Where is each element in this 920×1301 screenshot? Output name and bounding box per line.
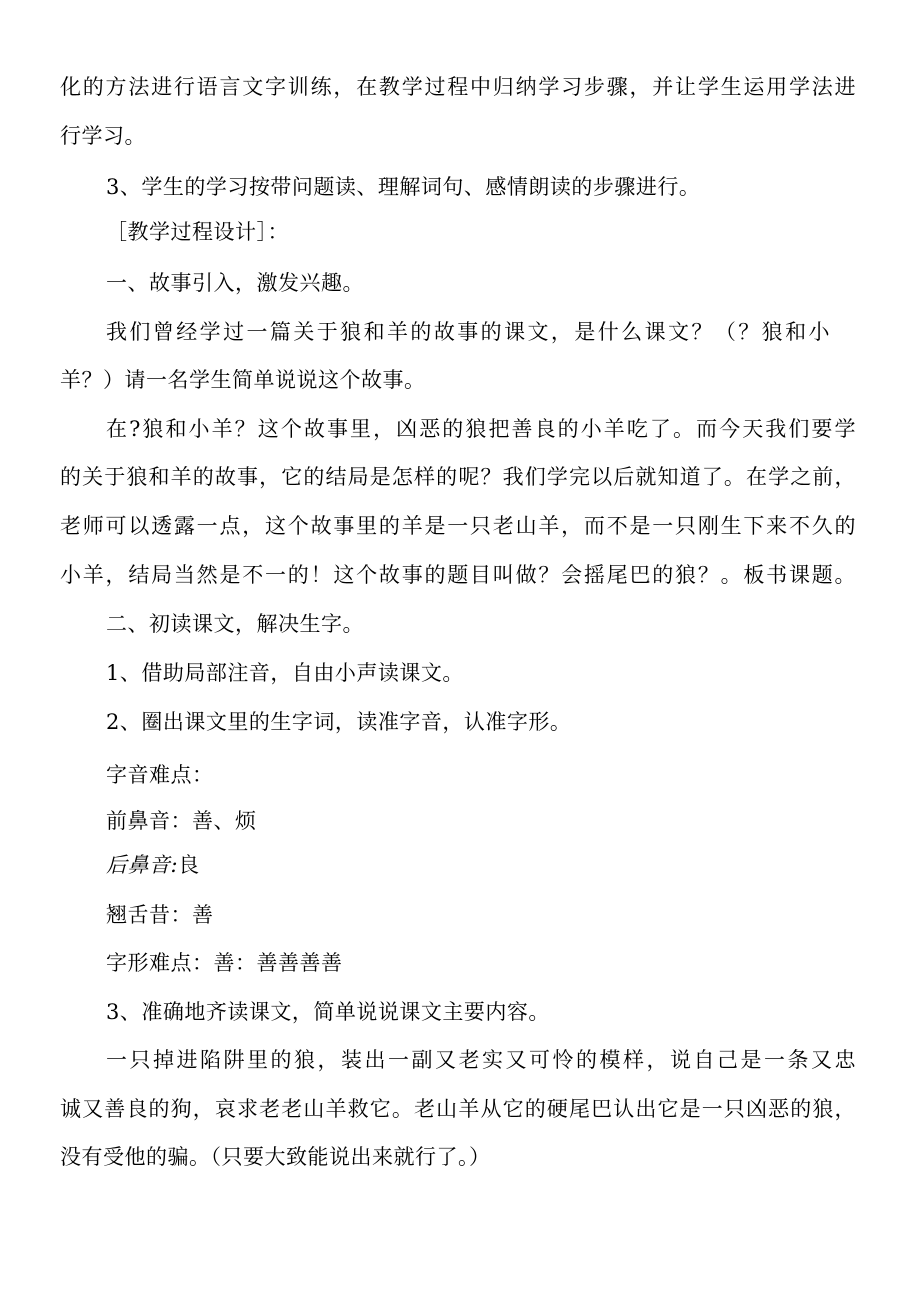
list-item: 3、学生的学习按带问题读、理解词句、感情朗读的步骤进行。 bbox=[106, 175, 701, 199]
section-heading: 一、故事引入，激发兴趣。 bbox=[106, 271, 364, 295]
list-item: 3、准确地齐读课文，简单说说课文主要内容。 bbox=[106, 1000, 550, 1024]
label-line: 字形难点：善：善善善善 bbox=[106, 951, 343, 975]
paragraph-line: 没有受他的骗。（只要大致能说出来就行了。） bbox=[60, 1145, 491, 1169]
paragraph-line: 行学习。 bbox=[60, 124, 146, 148]
paragraph-line: 小羊，结局当然是不一的！这个故事的题目叫做？会摇尾巴的狼？。板书课题。 bbox=[60, 563, 856, 587]
section-heading: ［教学过程设计］： bbox=[106, 220, 289, 244]
list-item: 2、圈出课文里的生字词，读准字音，认准字形。 bbox=[106, 710, 572, 734]
label-line bbox=[106, 850, 856, 880]
paragraph-line: 诚又善良的狗，哀求老老山羊救它。老山羊从它的硬尾巴认出它是一只凶恶的狼， bbox=[60, 1097, 856, 1121]
label-line: 字音难点： bbox=[106, 763, 214, 787]
label-line: 翘舌昔：善 bbox=[106, 903, 214, 927]
paragraph-line: 一只掉进陷阱里的狼，装出一副又老实又可怜的模样，说自己是一条又忠 bbox=[106, 1048, 856, 1072]
italic-label: 后鼻音: bbox=[106, 853, 179, 877]
paragraph-line: 的关于狼和羊的故事，它的结局是怎样的呢？我们学完以后就知道了。在学之前， bbox=[60, 465, 856, 489]
section-heading: 二、初读课文，解决生字。 bbox=[106, 612, 364, 636]
paragraph-line: 老师可以透露一点，这个故事里的羊是一只老山羊，而不是一只刚生下来不久的 bbox=[60, 514, 856, 538]
label-line: 前鼻音：善、烦 bbox=[106, 809, 257, 833]
paragraph-line: 化的方法进行语言文字训练，在教学过程中归纳学习步骤，并让学生运用学法进 bbox=[60, 75, 856, 99]
paragraph-line: 羊？）请一名学生简单说说这个故事。 bbox=[60, 368, 426, 392]
paragraph-line: 在?狼和小羊？这个故事里，凶恶的狼把善良的小羊吃了。而今天我们要学 bbox=[106, 417, 856, 441]
label-value: 良 bbox=[178, 853, 200, 877]
paragraph-line: 我们曾经学过一篇关于狼和羊的故事的课文，是什么课文？（？狼和小 bbox=[106, 320, 830, 344]
list-item: 1、借助局部注音，自由小声读课文。 bbox=[106, 661, 464, 685]
